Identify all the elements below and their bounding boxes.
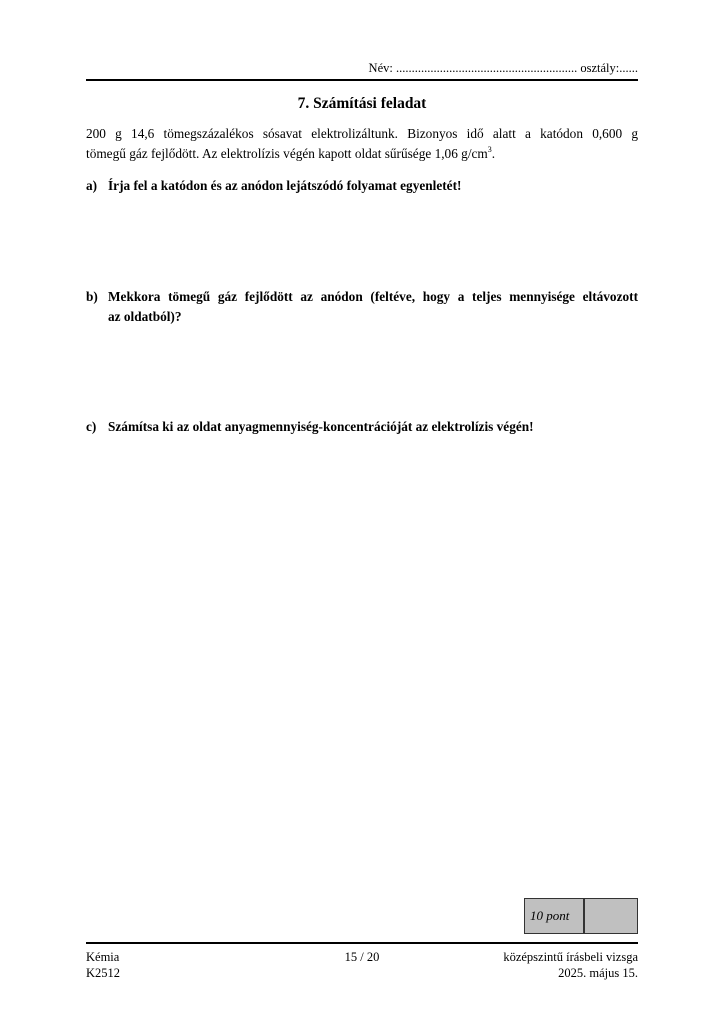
exam-date: 2025. május 15. [558, 966, 638, 980]
intro-line-2-text: tömegű gáz fejlődött. Az elektrolízis végén kapott oldat sűrűsége 1,06 g/cm [86, 146, 488, 161]
exam-code: K2512 [86, 966, 121, 980]
superscript-exponent: 3 [487, 145, 492, 154]
footer-divider [86, 942, 638, 944]
score-field[interactable] [585, 899, 637, 933]
question-text: Számítsa ki az oldat anyagmennyiség-koncentrációját az elektrolízis végén! [108, 419, 534, 434]
name-field[interactable]: .......................................................... [395, 61, 578, 75]
name-label: Név: [368, 61, 393, 75]
footer-right [503, 949, 638, 981]
question-letter: b) [86, 289, 98, 304]
question-c [86, 417, 638, 437]
question-text: Írja fel a katódon és az anódon lejátszódó folyamat egyenletét! [108, 178, 462, 193]
subject-name: Kémia [86, 950, 120, 964]
question-b [86, 287, 638, 327]
question-text-line-1: Mekkora tömegű gáz fejlődött az anódon (feltéve, hogy a teljes mennyisége eltávozott [108, 289, 638, 304]
class-label: osztály: [580, 61, 620, 75]
max-points-label: 10 pont [525, 899, 585, 933]
intro-line-2 [86, 144, 638, 164]
task-title: 7. Számítási feladat [297, 95, 427, 112]
student-header [369, 61, 638, 76]
class-field[interactable]: ...... [619, 61, 638, 75]
points-box [524, 898, 638, 934]
question-text [108, 287, 638, 327]
header-divider [86, 79, 638, 81]
page-number: 15 / 20 [344, 950, 380, 964]
question-a [86, 176, 638, 196]
exam-type: középszintű írásbeli vizsga [503, 950, 638, 964]
question-letter: c) [86, 419, 97, 434]
question-text-line-2: az oldatból)? [108, 309, 182, 324]
task-intro [86, 124, 638, 164]
intro-line-2-suffix: . [491, 146, 496, 161]
question-letter: a) [86, 178, 98, 193]
intro-line-1: 200 g 14,6 tömegszázalékos sósavat elektrolizáltunk. Bizonyos idő alatt a katódon 0,600 g [86, 126, 638, 141]
